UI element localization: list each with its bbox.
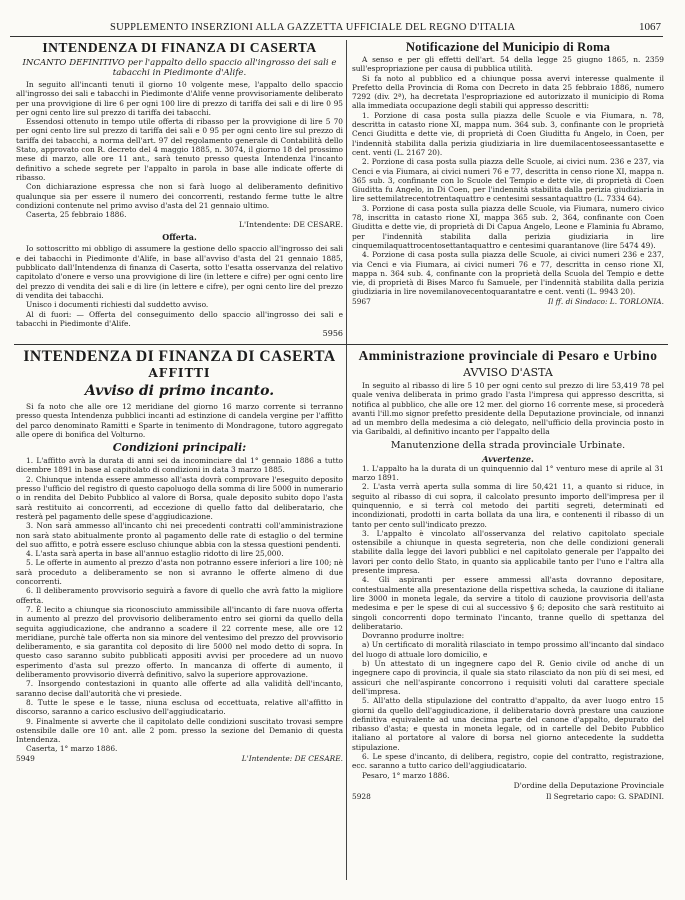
condition-item: 6. Il deliberamento provvisorio seguirà a favore di quello che avrà fatto la migliore offerta.: [16, 586, 343, 605]
warning-item: 5. All'atto della stipulazione del contratto d'appalto, da aver luogo entro 15 giorni da quello dell'aggiudicazione, il deliberatario dovrà prestare una cauzione definitiva equivalente ad una decima parte del canone d'appalto, depurato del ribasso d'asta; e questa in moneta legale, od in cartelle del Debito Pubblico italiano al portatore al valore di borsa nel giorno antecedente la suddetta stipulazione.: [352, 696, 664, 752]
condition-item: 7. Insorgendo contestazioni in quanto alle offerte ad alla validità dell'incanto, saranno decise dall'autorità che vi presiede.: [16, 679, 343, 698]
paragraph: Essendosi ottenuto in tempo utile offerta di ribasso per la provvigione di lire 5 70 per ogni cento lire sul prezzo di tariffa dei sali e 0 95 per ogni cento lire sul prezzo di tariffa dei tabacchi, a norma dell'art. 97 del regolamento generale di Contabilità dello Stato, approvato con R. decreto del 4 maggio 1885, n. 3074, il giorno 18 del prossimo mese di marzo, alle ore 11 ant., sarà tenuto presso questa Intendenza l'incanto definitivo a schede segrete per l'appalto in parola in base alle indicate offerte di ribasso.: [16, 117, 343, 182]
paragraph: A senso e per gli effetti dell'art. 54 della legge 25 giugno 1865, n. 2359 sull'espropriazione per causa di pubblica utilità.: [352, 55, 664, 74]
reference-number: 5928: [352, 791, 371, 801]
intro-paragraph: In seguito al ribasso di lire 5 10 per ogni cento sul prezzo di lire 53,419 78 pel quale veniva deliberata in primo grado l'asta l'impresa qui appresso descritta, si notifica al pubblico, che alle ore 12 mer. del giorno 16 corrente mese, si procederà avanti l'ill.mo signor prefetto presidente della Deputazione provinciale, od innanzi ad un membro della medesima a ciò delegato, nell'ufficio della provincia posto in via Garibaldi, al definitivo incanto per l'appalto della: [352, 381, 664, 437]
header-rule: [10, 36, 663, 37]
condition-item: 4. L'asta sarà aperta in base all'annuo estaglio ridotto di lire 25,000.: [26, 549, 284, 559]
notice-title: INTENDENZA DI FINANZA DI CASERTA: [42, 40, 317, 55]
notice-signature: L'Intendente: DE CESARE.: [241, 753, 343, 763]
notice-signature: L'Intendente: DE CESARE.: [239, 220, 343, 230]
docs-line: Unisco i documenti richiesti dal suddetto avviso.: [26, 300, 209, 310]
offer-paragraph: Io sottoscritto mi obbligo di assumere la gestione dello spaccio all'ingrosso dei sali e dei tabacchi in Piedimonte d'Alife, in base all'avviso d'asta del 21 gennaio 1885, pubblicato dall'Intendenza di finanza di Caserta, sotto l'esatta osservanza del relativo capitolato d'onere e verso una provvigione di lire (in lettere e cifre) per ogni cento lire del prezzo di vendita dei sali e di lire (in lettere e cifre), per ogni cento lire del prezzo di vendita dei tabacchi.: [16, 244, 343, 300]
notice-signature: Il Segretario capo: G. SPADINI.: [546, 791, 664, 801]
notice-date: Caserta, 25 febbraio 1886.: [26, 210, 127, 220]
condition-item: 7. È lecito a chiunque sia riconosciuto ammissibile all'incanto di fare nuova offerta in aumento al prezzo del provvisorio deliberamento entro sei giorni da quello della seguita aggiudicazione, che andranno a scadere il 22 corrente mese, alle ore 12 meridiane, purchè tale offerta non sia minore del ventesimo del prezzo del provvisorio deliberamento, e sia garantita col deposito di lire 5000 nel modo detto di sopra. In questo caso saranno subito pubblicati appositi avvisi per procedere ad un nuovo esperimento d'asta sul prezzo offerto. In mancanza di offerte di aumento, il deliberamento provvisorio diverrà definitivo, salvo la superiore approvazione.: [16, 604, 343, 680]
notice-date: Caserta, 1° marzo 1886.: [26, 744, 118, 754]
reference-number: 5956: [322, 329, 343, 339]
reference-number: 5949: [16, 753, 35, 763]
warning-item: 2. L'asta verrà aperta sulla somma di lire 50,421 11, a quanto si riduce, in seguito al ribasso di cui sopra, il calcolato presunto importo dell'impresa per il quinquennio, e si terrà col metodo dei partiti segreti, determinati ed incondizionati, prodotti in carta bollata da una lira, e contenenti il ribasso di un tanto per cento sull'indicato prezzo.: [352, 482, 664, 529]
page-header: [0, 0, 685, 34]
conditions-title: Condizioni principali:: [112, 441, 247, 455]
notice-pesaro-urbino: [352, 348, 664, 878]
warning-item: 3. L'appalto è vincolato all'osservanza del relativo capitolato speciale ostensibile a chiunque in questa segreteria, non che delle condizioni generali stabilite dalla legge dei lavori pubblici e nel capitolato generale per l'appalto dei lavori per conto dello Stato, in quanto sia applicabile tanto per l'uno e l'altra alla presente impresa.: [352, 528, 664, 576]
paragraph: 3. Porzione di casa posta sulla piazza delle Scuole, via Fiumara, numero civico 78, inscritta in catasto rione XI, mappa 365 sub. 2, 364, confinante con Coen Giuditta e dette vie, di proprietà di Di Capua Angelo, Leone e Flaminia fu Abramo, per l'indennità stabilita dalla perizia giudiziaria in lire cinquemilaquattrocentosettantaquattro e centesimi quarantanove (lire 5474 49).: [352, 203, 664, 250]
signature-line: D'ordine della Deputazione Provinciale: [513, 780, 664, 790]
notice-municipio-roma: [352, 40, 664, 342]
reference-number: 5967: [352, 296, 371, 306]
condition-item: 8. Tutte le spese e le tasse, niuna esclusa od eccettuata, relative all'affitto in discorso, saranno a carico esclusivo dell'aggiudicatario.: [16, 697, 343, 717]
warning-item: 4. Gli aspiranti per essere ammessi all'asta dovranno depositare, contestualmente alla presentazione della rispettiva scheda, la cauzione di italiane lire 3000 in moneta legale, da servire a titolo di cauzione provvisoria dell'asta medesima e per le spese di cui al successivo § 6; deposito che sarà restituito ai singoli concorrenti dopo terminato l'incanto, tranne quello di spettanza del deliberatario.: [352, 575, 664, 631]
paragraph: Si fa noto al pubblico ed a chiunque possa avervi interesse qualmente il Prefetto della Provincia di Roma con Decreto in data 25 febbraio 1886, numero 7292 (div. 2ª), ha decretata l'espropriazione ed autorizzato il municipio di Roma alla immediata occupazione degli stabili qui appresso descritti:: [352, 73, 664, 111]
warning-item: 6. Le spese d'incanto, di delibera, registro, copie del contratto, registrazione, ecc. saranno a tutto carico dell'aggiudicatario.: [352, 751, 664, 771]
envelope-line: Al di fuori: — Offerta del conseguimento dello spaccio all'ingrosso dei sali e tabacchi in Piedimonte d'Alife.: [16, 309, 343, 328]
notice-heading: Avviso di primo incanto.: [84, 383, 275, 399]
notice-subtitle: AVVISO D'ASTA: [463, 366, 553, 379]
condition-item: 3. Non sarà ammesso all'incanto chi nei precedenti contratti coll'amministrazione non sarà stato abitualmente pronto al pagamento delle rate di estaglio o del termine del suo affitto, e potrà essere escluso chiunque abbia con la stessa questioni pendenti.: [16, 521, 343, 549]
notice-title: Notificazione del Municipio di Roma: [405, 40, 611, 54]
warning-item: Dovranno produrre inoltre:: [362, 631, 465, 641]
warning-item: a) Un certificato di moralità rilasciato in tempo prossimo all'incanto dal sindaco del luogo di attuale loro domicilio, e: [352, 640, 664, 659]
paragraph: Con dichiarazione espressa che non si farà luogo al deliberamento definitivo qualunque sia per essere il numero dei concorrenti, restando ferme tutte le altre condizioni contenute nel primo avviso d'asta del 21 gennaio ultimo.: [16, 182, 343, 210]
paragraph: In seguito all'incanti tenuti il giorno 10 volgente mese, l'appalto dello spaccio all'ingrosso dei sali e tabacchi in Piedimonte d'Alife venne provvisoriamente deliberato per una provvigione di lire 6 per ogni 100 lire di prezzo di tariffa dei sali e di lire 0 95 per ogni cento lire sul prezzo di tariffa dei tabacchi.: [16, 80, 343, 117]
notice-caserta-affitti: [16, 348, 343, 878]
column-separator: [346, 40, 347, 880]
work-title: Manutenzione della strada provinciale Urbinate.: [390, 439, 626, 451]
condition-item: 2. Chiunque intenda essere ammesso all'asta dovrà comprovare l'eseguito deposito presso l'ufficio del registro di questo capoluogo della somma di lire 5000 in numerario o in rendita del Debito Pubblico al valore di Borsa, quale deposito subito dopo l'asta sarà restituito ai concorrenti, ad eccezione di quello fatto dal deliberatario, che resterà pel pagamento delle spese d'aggiudicazione.: [16, 474, 343, 521]
intro-paragraph: Si fa noto che alle ore 12 meridiane del giorno 16 marzo corrente si terranno presso questa Intendenza pubblici incanti ad estinzione di candela vergine per l'affitto del parco denominato Ramitti e Sparte in tenimento di Mondragone, tutoro aggregato alle opere di bonifica del Volturno.: [16, 402, 343, 439]
gazette-title: SUPPLEMENTO INSERZIONI ALLA GAZZETTA UFFICIALE DEL REGNO D'ITALIA: [110, 22, 516, 33]
offer-label: Offerta.: [162, 232, 197, 243]
condition-item: 1. L'affitto avrà la durata di anni sei da incominciare dal 1° gennaio 1886 a tutto dicembre 1891 in base al capitolato di condizioni in data 3 marzo 1885.: [16, 456, 343, 475]
notice-date: Pesaro, 1° marzo 1886.: [362, 770, 450, 780]
notice-caserta-incanto: [16, 40, 343, 342]
paragraph: 4. Porzione di casa posta sulla piazza delle Scuole, ai civici numeri 236 e 237, via Cenci e via Fiumara, ai civici numeri 76 e 77, descritta in censo rione XI, mappa n. 364 sub. 4, confinante con la proprietà della Scuola del Tempio e dette vie, di proprietà di Bises Marco fu Samuele, per l'indennità stabilita dalla perizia giudiziaria in lire novemilanovecentoquarantatre e cent. venti (L. 9943 20).: [352, 250, 664, 297]
warnings-title: Avvertenze.: [482, 453, 534, 464]
condition-item: 9. Finalmente si avverte che il capitolato delle condizioni suscitato trovasi sempre ostensibile dalle ore 10 ant. alle 2 pom. presso la sezione del Demanio di questa Intendenza.: [16, 716, 343, 745]
notice-subtitle: INCANTO DEFINITIVO per l'appalto dello spaccio all'ingrosso dei sali e tabacchi in Piedimonte d'Alife.: [22, 58, 337, 78]
notice-subtitle: AFFITTI: [148, 366, 211, 380]
notice-signature: Il ff. di Sindaco: L. TORLONIA.: [548, 296, 664, 306]
page-number: 1067: [639, 21, 661, 33]
warning-item: 1. L'appalto ha la durata di un quinquennio dal 1° venturo mese di aprile al 31 marzo 1891.: [352, 463, 664, 483]
notice-footer: [16, 754, 343, 764]
warning-item: b) Un attestato di un ingegnere capo del R. Genio civile od anche di un ingegnere capo di provincia, il quale sia stato rilasciato da non più di sei mesi, ed assicuri che nell'aspirante concorrono i requisiti voluti dal carattere speciale dell'impresa.: [352, 659, 664, 696]
section-separator: [14, 344, 668, 345]
notice-title: INTENDENZA DI FINANZA DI CASERTA: [23, 348, 336, 365]
paragraph: 2. Porzione di casa posta sulla piazza delle Scuole, ai civici num. 236 e 237, via Cenci e via Fiumara, ai civici numeri 76 e 77, descritta in censo rione XI, mappa n. 365 sub. 3, confinante con lo Scuole del Tempio e dette vie, di proprietà di Coen Giuditta fu Angelo, in Di Coen, per l'indennità stabilita dalla perizia giudiziaria in lire settemilatrecentotrentaquattro e centesimi sessantaquattro (L. 7334 64).: [352, 157, 664, 204]
notice-title: Amministrazione provinciale di Pesaro e Urbino: [358, 348, 658, 363]
notice-footer: [352, 792, 664, 802]
paragraph: 1. Porzione di casa posta sulla piazza delle Scuole e via Fiumara, n. 78, descritta in catasto rione XI, mappa num. 364 sub. 3, confinante con le proprietà Cenci Giuditta e dette vie, di proprietà di Coen Giuditta fu Angelo, in Coen, per l'indennità stabilita dalla perizia giudiziaria in lire duemilacentoseessantasette e cent. venti (L. 2167 20).: [352, 110, 664, 157]
notice-footer: [352, 297, 664, 307]
condition-item: 5. Le offerte in aumento al prezzo d'asta non potranno essere inferiori a lire 100; nè sarà proceduto a deliberamento se non si avranno le offerte almeno di due concorrenti.: [16, 558, 343, 587]
